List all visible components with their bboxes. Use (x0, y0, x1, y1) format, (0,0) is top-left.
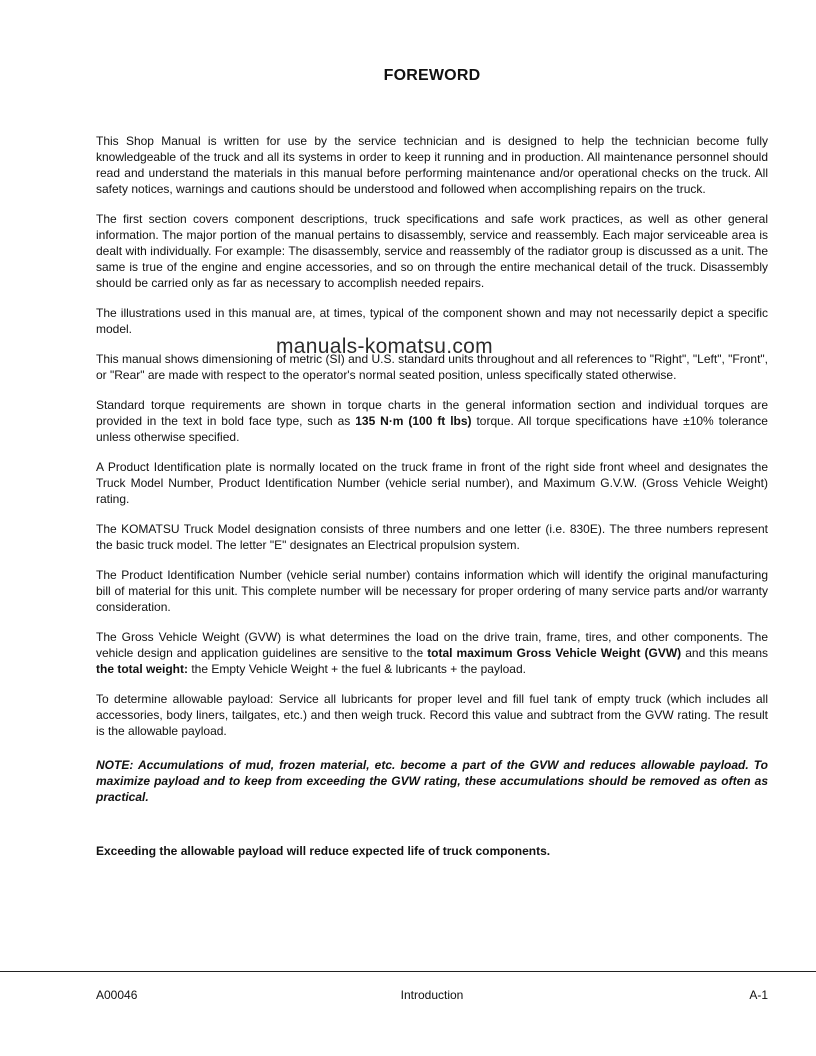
warning-paragraph: Exceeding the allowable payload will reduce expected life of truck components. (96, 844, 551, 858)
paragraph-units: This manual shows dimensioning of metric (SI) and U.S. standard units throughout and all references to "Right", "Left", "Front", or "Rear" are made with respect to the operator's normal seated position, unless specifically stated otherwise. (96, 352, 768, 382)
paragraph-torque (96, 397, 768, 445)
footer-section-name: Introduction (400, 988, 464, 1002)
gvw-text-2: and this means (681, 646, 769, 660)
paragraph-sections: The first section covers component descriptions, truck specifications and safe work practices, as well as other general information. The major portion of the manual pertains to disassembly, service and reassembly. Each major serviceable area is dealt with individually. For example: The disassembly, service and reassembly of the radiator group is discussed as a unit. The same is true of the engine and engine accessories, and so on through the entire mechanical detail of the truck. Disassembly should be carried only as far as necessary to accomplish needed repairs. (96, 212, 768, 290)
gvw-text-3: the Empty Vehicle Weight + the fuel & lubricants + the payload. (188, 662, 526, 676)
torque-text-after: torque. All torque specifications have ±10% tolerance unless otherwise specified. (96, 414, 768, 444)
gvw-bold-1: total maximum Gross Vehicle Weight (GVW) (427, 646, 682, 660)
torque-example-value: 135 N·m (100 ft lbs) (355, 414, 472, 428)
footer-page-number: A-1 (749, 988, 768, 1002)
footer-doc-number: A00046 (96, 988, 138, 1002)
paragraph-purpose: This Shop Manual is written for use by the service technician and is designed to help the technician become fully knowledgeable of the truck and all its systems in order to keep it running and in production. All maintenance personnel should read and understand the materials in this manual before performing maintenance and/or operational checks on the truck. All safety notices, warnings and cautions should be understood and followed when accomplishing repairs on the truck. (96, 134, 768, 196)
foreword-body (96, 133, 768, 873)
paragraph-payload: To determine allowable payload: Service all lubricants for proper level and fill fuel tank of empty truck (which includes all accessories, body liners, tailgates, etc.) and then weigh truck. Record this value and subtract from the GVW rating. The result is the allowable payload. (96, 692, 768, 738)
paragraph-illustrations: The illustrations used in this manual are, at times, typical of the component shown and may not necessarily depict a specific model. (96, 306, 768, 336)
page-title: FOREWORD (383, 67, 481, 84)
paragraph-model-designation: The KOMATSU Truck Model designation consists of three numbers and one letter (i.e. 830E). The three numbers represent the basic truck model. The letter "E" designates an Electrical propulsion system. (96, 522, 768, 552)
watermark-text: manuals-komatsu.com (276, 335, 493, 358)
note-paragraph: NOTE: Accumulations of mud, frozen material, etc. become a part of the GVW and reduces allowable payload. To maximize payload and to keep from exceeding the GVW rating, these accumulations should be removed as often as practical. (96, 758, 768, 804)
gvw-bold-2: the total weight: (96, 662, 188, 676)
paragraph-id-plate: A Product Identification plate is normally located on the truck frame in front of the right side front wheel and designates the Truck Model Number, Product Identification Number (vehicle serial number), and Maximum G.V.W. (Gross Vehicle Weight) rating. (96, 460, 768, 506)
gvw-text-1: The Gross Vehicle Weight (GVW) is what determines the load on the drive train, frame, tires, and other components. The vehicle design and application guidelines are sensitive to the (96, 630, 768, 660)
paragraph-gvw (96, 629, 768, 677)
torque-text-before: Standard torque requirements are shown in torque charts in the general information section and individual torques are provided in the text in bold face type, such as (96, 398, 768, 428)
footer-divider (0, 971, 816, 972)
paragraph-pin: The Product Identification Number (vehicle serial number) contains information which will identify the original manufacturing bill of material for this unit. This complete number will be necessary for proper ordering of many service parts and/or warranty consideration. (96, 568, 768, 614)
